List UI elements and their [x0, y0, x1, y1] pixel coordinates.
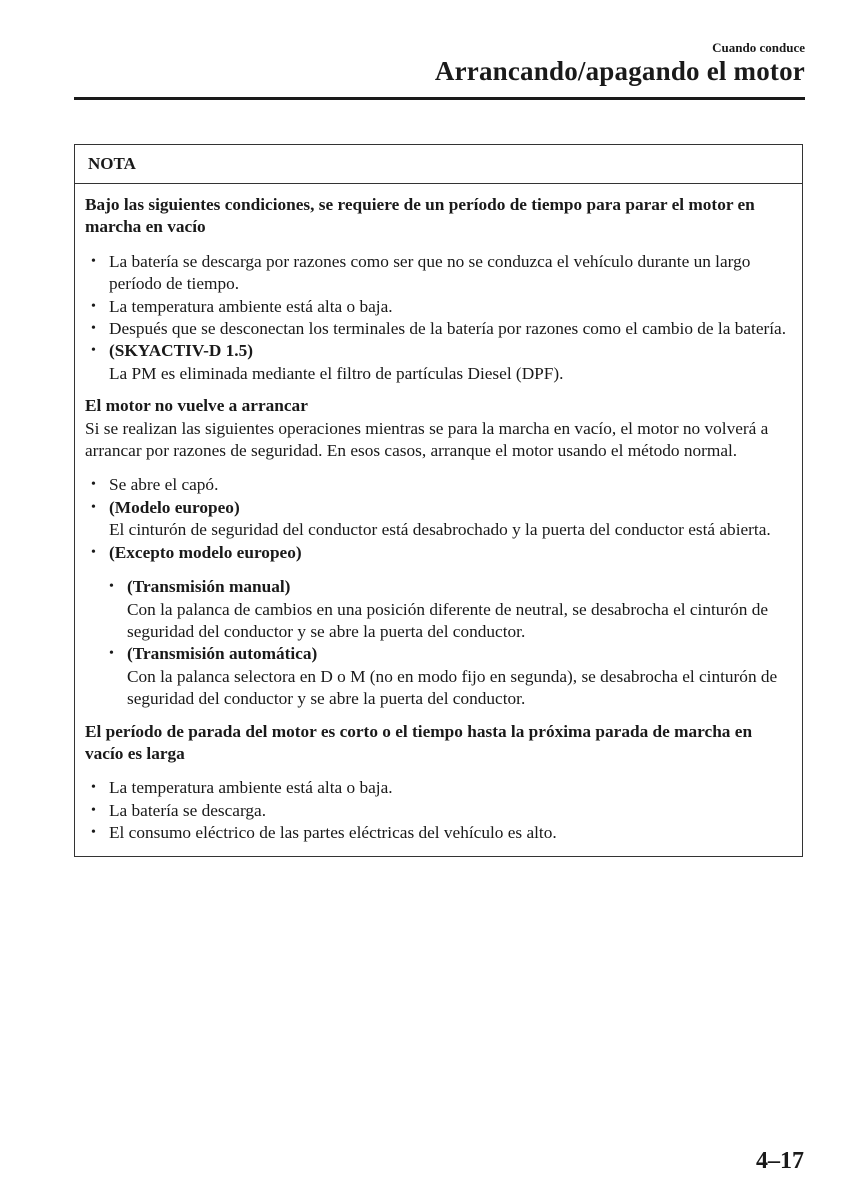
block3-list — [85, 777, 788, 844]
item-label: (Transmisión manual) — [127, 577, 291, 597]
page-title: Arrancando/apagando el motor — [434, 56, 805, 86]
list-item: • El consumo eléctrico de las partes eléctricas del vehículo es alto. — [91, 823, 557, 843]
block2-heading: El motor no vuelve a arrancar — [85, 396, 308, 416]
list-item: • (Transmisión manual) Con la palanca de cambios en una posición diferente de neutral, se desabrocha el cinturón de seguridad del conductor y se abre la puerta del conductor. — [103, 576, 788, 643]
block3-heading: El período de parada del motor es corto o el tiempo hasta la próxima parada de marcha en vacío es larga — [85, 721, 753, 763]
note-body — [75, 184, 802, 856]
block1-heading: Bajo las siguientes condiciones, se requiere de un período de tiempo para parar el motor en marcha en vacío — [85, 195, 755, 237]
list-item: • La batería se descarga. — [91, 800, 267, 820]
list-item: • La temperatura ambiente está alta o baja. — [91, 296, 393, 316]
list-item: • (Modelo europeo) El cinturón de seguridad del conductor está desabrochado y la puerta del conductor está abierta. — [85, 497, 788, 542]
block2-sublist — [85, 576, 788, 710]
list-item: • La temperatura ambiente está alta o baja. — [91, 778, 393, 798]
block1-list — [85, 251, 788, 385]
list-item: • (Transmisión automática) Con la palanca selectora en D o M (no en modo fijo en segunda), se desabrocha el cinturón de seguridad del conductor y se abre la puerta del conductor. — [103, 643, 788, 710]
list-item: • (SKYACTIV-D 1.5) La PM es eliminada mediante el filtro de partículas Diesel (DPF). — [85, 340, 788, 385]
item-label: (SKYACTIV-D 1.5) — [109, 341, 254, 361]
note-box — [74, 144, 803, 857]
note-label: NOTA — [75, 145, 802, 184]
page-number: 4–17 — [756, 1148, 804, 1174]
list-item: • La batería se descarga por razones como ser que no se conduzca el vehículo durante un largo período de tiempo. — [91, 251, 751, 294]
section-label: Cuando conduce — [712, 40, 805, 55]
block2-intro: Si se realizan las siguientes operaciones mientras se para la marcha en vacío, el motor no volverá a arrancar por razones de seguridad. En esos casos, arranque el motor usando el método normal. — [85, 418, 769, 461]
item-label: (Excepto modelo europeo) — [109, 542, 302, 562]
list-item: • Después que se desconectan los terminales de la batería por razones como el cambio de la batería. — [91, 319, 787, 339]
title-divider — [74, 97, 805, 100]
item-label: (Transmisión automática) — [127, 644, 318, 664]
item-label: (Modelo europeo) — [109, 497, 240, 517]
list-item: • (Excepto modelo europeo) — [85, 542, 788, 564]
block2-list — [85, 474, 788, 564]
list-item: • Se abre el capó. — [91, 475, 219, 495]
